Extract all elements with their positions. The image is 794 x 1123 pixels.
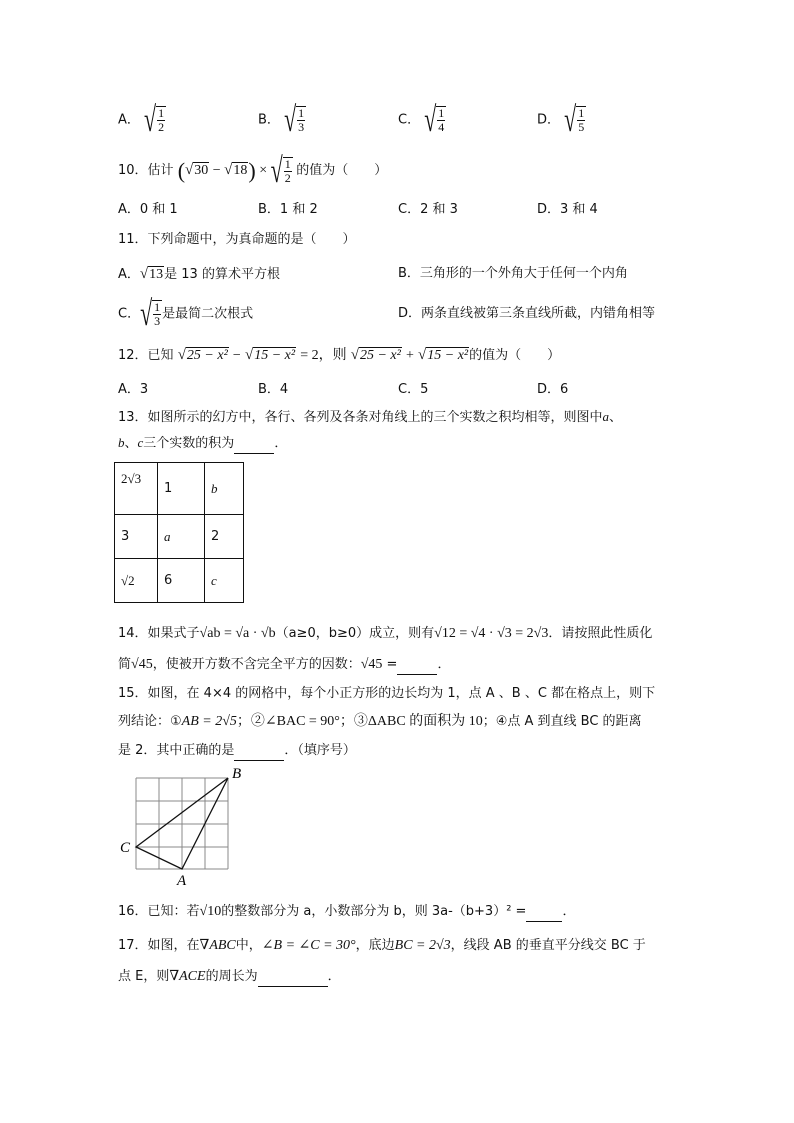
q14-line2: 简√45，使被开方数不含完全平方的因数：√45 = ．: [118, 656, 450, 675]
q9-option-b-label: B．: [258, 112, 280, 128]
q9-option-b[interactable]: [258, 99, 306, 140]
q10-option-a[interactable]: A．0 和 1: [118, 202, 178, 217]
q10-option-b[interactable]: B．1 和 2: [258, 202, 318, 217]
q13-line2: b、c三个实数的积为 ．: [118, 434, 287, 454]
grid-lines: [136, 778, 228, 869]
q11-option-d[interactable]: D．两条直线被第三条直线所截，内错角相等: [398, 306, 656, 321]
q13-line1: 13．如图所示的幻方中，各行、各列及各条对角线上的三个实数之积均相等，则图中a、: [118, 409, 623, 425]
q10-option-d[interactable]: D．3 和 4: [537, 202, 598, 217]
q11-option-b[interactable]: B．三角形的一个外角大于任何一个内角: [398, 266, 628, 281]
magic-cell: 2√3: [115, 463, 158, 515]
q17-line2: 点 E，则∇ACE的周长为 ．: [118, 968, 341, 987]
magic-cell: b: [205, 463, 244, 515]
magic-square: [114, 462, 244, 603]
q15-line2: 列结论：①AB = 2√5；②∠BAC = 90°；③ΔABC 的面积为 10；④点 A 到直线 BC 的距离: [118, 714, 642, 729]
q14-line1: 14．如果式子√ab = √a · √b（a≥0，b≥0）成立，则有√12 = √4 · √3 = 2√3．请按照此性质化: [118, 626, 653, 641]
q9-option-a-label: A．: [118, 112, 140, 128]
q9-option-a[interactable]: [118, 99, 166, 140]
q10-stem: 10．估计 (√30 − √18) × √ $\frac{1}{2}$ 的值为（ ）: [118, 150, 388, 191]
magic-cell: √2: [115, 559, 158, 603]
q9-option-c-radical: √ $\frac{1}{4}$: [424, 99, 445, 140]
q17-line1: 17．如图，在∇ABC中，∠B = ∠C = 30°，底边BC = 2√3，线段 AB 的垂直平分线交 BC 于: [118, 938, 646, 953]
q15-line3: 是 2．其中正确的是 ．（填序号）: [118, 742, 356, 761]
q12-option-d[interactable]: D．6: [537, 382, 569, 397]
q9-option-d-label: D．: [537, 112, 561, 128]
q9-option-c[interactable]: [398, 99, 446, 140]
point-c-label: C: [120, 840, 131, 856]
magic-cell: 1: [158, 463, 205, 515]
point-a-label: A: [177, 873, 187, 889]
q16-answer-blank[interactable]: [526, 903, 562, 922]
q11-stem: 11．下列命题中，为真命题的是（ ）: [118, 232, 356, 247]
q11-option-c[interactable]: C．√ $\frac{1}{3}$ 是最简二次根式: [118, 293, 254, 334]
q11-sqrt13: √13: [139, 266, 164, 282]
magic-cell: c: [205, 559, 244, 603]
q12-stem: 12．已知 √25 − x² − √15 − x² = 2，则 √25 − x² + √15 − x²的值为（ ）: [118, 347, 561, 363]
q10-option-c[interactable]: C．2 和 3: [398, 202, 458, 217]
q12-option-c[interactable]: C．5: [398, 382, 429, 397]
q9-option-d[interactable]: [537, 99, 586, 140]
q9-option-d-radical: √ $\frac{1}{5}$: [564, 99, 585, 140]
q16-stem: 16．已知：若√10的整数部分为 a，小数部分为 b，则 3a-（b+3）² = ．: [118, 903, 575, 922]
q17-answer-blank[interactable]: [258, 968, 328, 987]
q10-expression: (√30 − √18) × √ $\frac{1}{2}$: [177, 150, 291, 191]
q9-option-a-radical: √ $\frac{1}{2}$: [144, 99, 165, 140]
q9-option-b-radical: √ $\frac{1}{3}$: [284, 99, 305, 140]
magic-cell: 2: [205, 515, 244, 559]
q12-option-a[interactable]: A．3: [118, 382, 149, 397]
q14-answer-blank[interactable]: [397, 656, 437, 675]
q12-option-b[interactable]: B．4: [258, 382, 289, 397]
magic-cell: 3: [115, 515, 158, 559]
magic-cell: 6: [158, 559, 205, 603]
q15-answer-blank[interactable]: [234, 742, 284, 761]
q11-option-a[interactable]: A．√13是 13 的算术平方根: [118, 266, 280, 282]
magic-cell: a: [158, 515, 205, 559]
grid-triangle-figure: [110, 765, 260, 890]
q9-option-c-label: C．: [398, 112, 421, 128]
q15-line1: 15．如图，在 4×4 的网格中，每个小正方形的边长均为 1，点 A 、B 、C 都在格点上，则下: [118, 686, 656, 701]
point-b-label: B: [232, 766, 242, 782]
q13-answer-blank[interactable]: [234, 435, 274, 454]
